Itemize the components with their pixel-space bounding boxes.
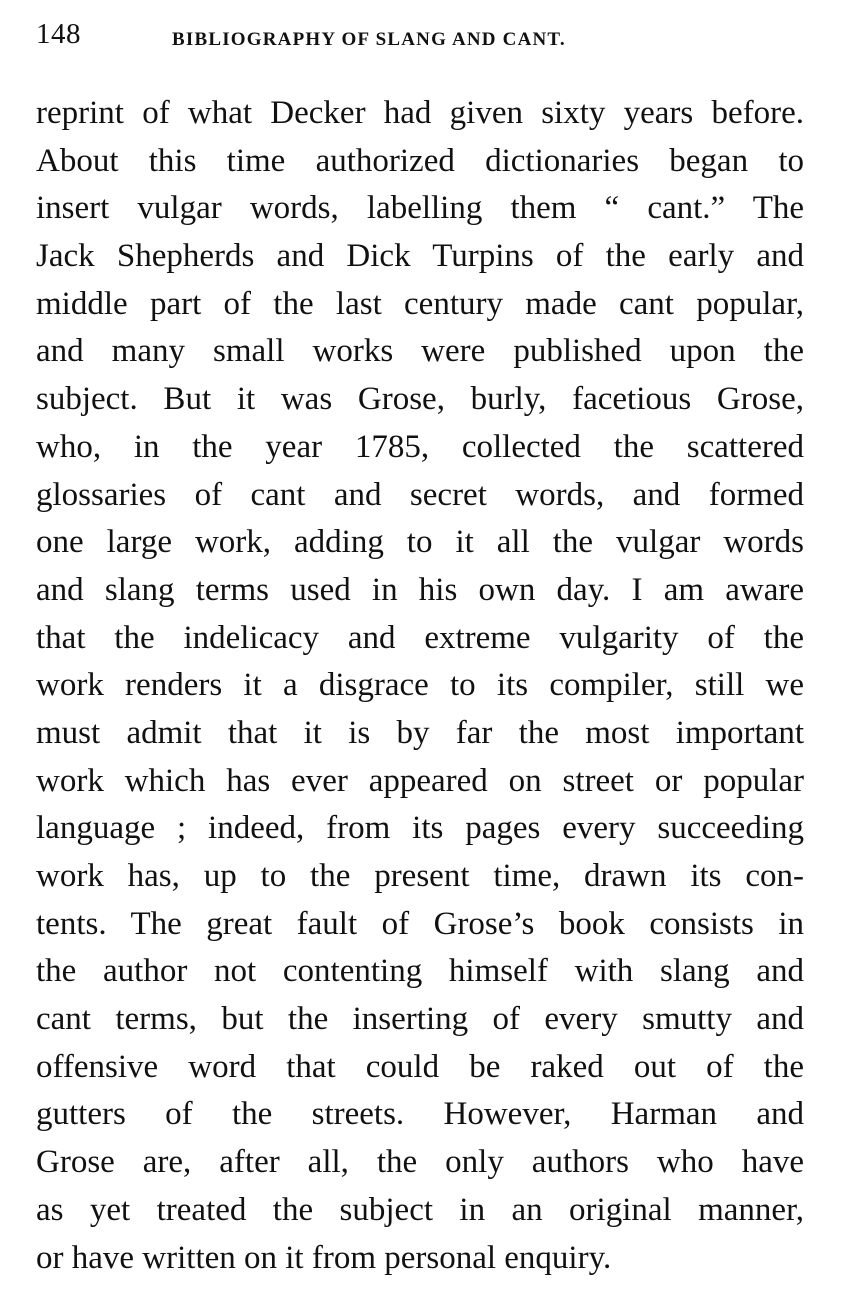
text-line: offensive word that could be raked out of the <box>36 1048 804 1085</box>
text-line: insert vulgar words, labelling them “ cant.” The <box>36 190 804 227</box>
text-line: who, in the year 1785, collected the scattered <box>36 428 804 465</box>
page-header <box>36 18 804 58</box>
text-line: one large work, adding to it all the vulgar words <box>36 524 804 561</box>
text-line: middle part of the last century made cant popular, <box>36 285 804 322</box>
text-line: cant terms, but the inserting of every smutty and <box>36 1001 804 1038</box>
text-line: as yet treated the subject in an original manner, <box>36 1191 804 1228</box>
text-line: or have written on it from personal enquiry. <box>36 1239 612 1276</box>
text-line: glossaries of cant and secret words, and formed <box>36 476 804 513</box>
text-line: the author not contenting himself with slang and <box>36 953 804 990</box>
text-line: work which has ever appeared on street or popular <box>36 762 804 799</box>
text-line: gutters of the streets. However, Harman and <box>36 1096 804 1133</box>
text-line: and slang terms used in his own day. I am aware <box>36 571 804 608</box>
text-line: Jack Shepherds and Dick Turpins of the early and <box>36 238 804 275</box>
text-line: work renders it a disgrace to its compiler, still we <box>36 667 804 704</box>
text-line: About this time authorized dictionaries began to <box>36 142 804 179</box>
text-line: reprint of what Decker had given sixty years before. <box>36 95 804 131</box>
text-line: work has, up to the present time, drawn its con- <box>36 858 804 894</box>
text-line: must admit that it is by far the most important <box>36 714 804 751</box>
text-line: subject. But it was Grose, burly, facetious Grose, <box>36 381 804 418</box>
text-line: language ; indeed, from its pages every succeeding <box>36 810 804 847</box>
text-line: and many small works were published upon the <box>36 333 804 370</box>
running-head: BIBLIOGRAPHY OF SLANG AND CANT. <box>172 29 566 50</box>
body-paragraph <box>36 90 804 1282</box>
text-line: that the indelicacy and extreme vulgarity of the <box>36 619 804 656</box>
page-number: 148 <box>36 18 81 50</box>
text-line: tents. The great fault of Grose’s book consists in <box>36 905 804 942</box>
text-line: Grose are, after all, the only authors who have <box>36 1144 804 1181</box>
